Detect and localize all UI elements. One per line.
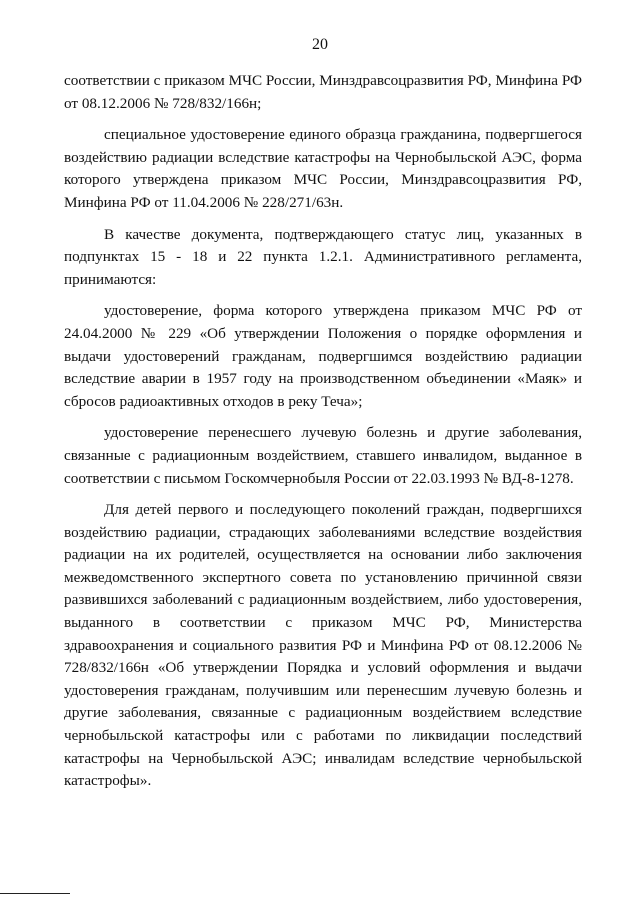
paragraph-children-generations: Для детей первого и последующего поколений граждан, подвергшихся воздействию радиации, страдающих заболеваниями вследствие воздействия радиации на их родителей, осуществляется на основании либо заключения межведомственного экспертного совета по установлению причинной связи развившихся заболеваний с радиационным воздействием, либо удостоверения, выданного в соответствии с приказом МЧС РФ, Министерства здравоохранения и социального развития РФ и Минфина РФ от 08.12.2006 № 728/832/166н «Об утверждении Порядка и условий оформления и выдачи удостоверения гражданам, получившим или перенесшим лучевую болезнь и другие заболевания, связанные с радиационным воздействием вследствие чернобыльской катастрофы или с работами по ликвидации последствий катастрофы на Чернобыльской АЭС; инвалидам вследствие чернобыльской катастрофы». bbox=[64, 501, 582, 790]
paragraph-order-reference-continuation: соответствии с приказом МЧС России, Минздравсоцразвития РФ, Минфина РФ от 08.12.2006 № 728/832/166н; bbox=[64, 72, 582, 112]
paragraph-status-documents-intro: В качестве документа, подтверждающего статус лиц, указанных в подпунктах 15 - 18 и 22 пункта 1.2.1. Административного регламента, принимаются: bbox=[64, 225, 582, 288]
footnote-rule bbox=[0, 893, 70, 894]
document-body bbox=[64, 70, 582, 802]
paragraph-radiation-sickness-certificate: удостоверение перенесшего лучевую болезнь и другие заболевания, связанные с радиационным воздействием, ставшего инвалидом, выданное в соответствии с письмом Госкомчернобыля России от 22.03.1993 № ВД-8-1278. bbox=[64, 424, 582, 487]
page-number: 20 bbox=[312, 36, 328, 53]
paragraph-special-certificate: специальное удостоверение единого образца гражданина, подвергшегося воздействию радиации вследствие катастрофы на Чернобыльской АЭС, форма которого утверждена приказом МЧС России, Минздравсоцразвития РФ, Минфина РФ от 11.04.2006 № 228/271/63н. bbox=[64, 126, 582, 211]
paragraph-mayak-certificate: удостоверение, форма которого утверждена приказом МЧС РФ от 24.04.2000 № 229 «Об утверждении Положения о порядке оформления и выдачи удостоверений гражданам, подвергшимся воздействию радиации вследствие аварии в 1957 году на производственном объединении «Маяк» и сбросов радиоактивных отходов в реку Теча»; bbox=[64, 302, 582, 410]
